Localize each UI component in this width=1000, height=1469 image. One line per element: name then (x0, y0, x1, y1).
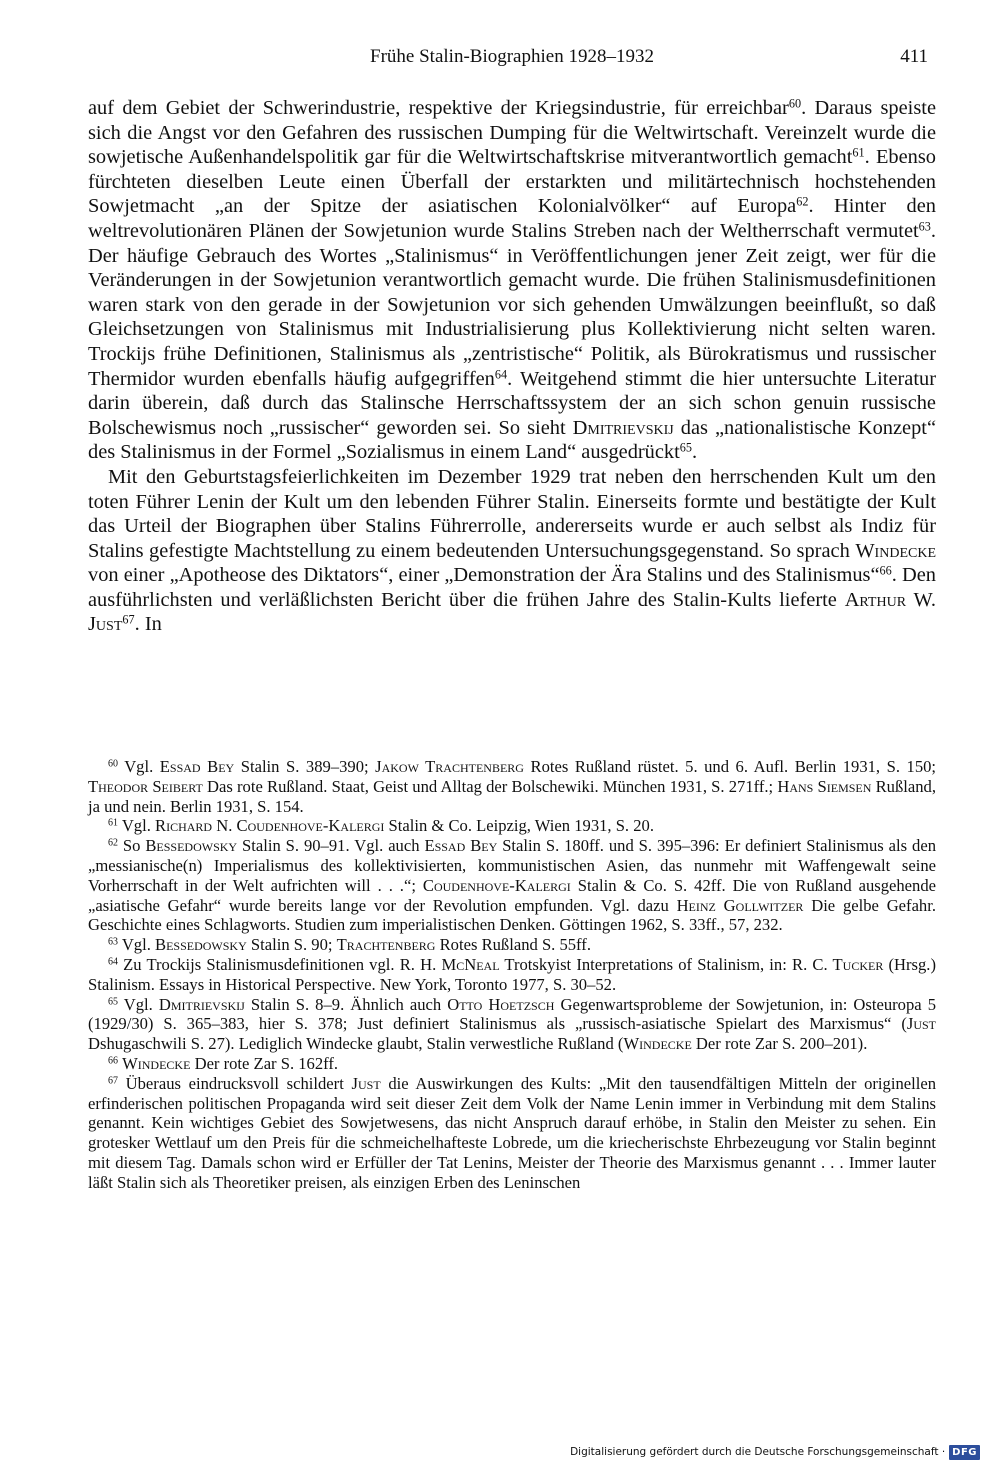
text-run: . (692, 441, 698, 464)
footnote-number: 66 (108, 1055, 118, 1067)
footnote-ref: 67 (122, 612, 135, 627)
footnote-text: Stalin S. 90; (246, 935, 337, 955)
footnote-number: 67 (108, 1075, 118, 1087)
footnote-ref: 65 (679, 440, 693, 455)
footnote-62 (88, 836, 936, 935)
author-name: Dmitrievskij (572, 416, 674, 439)
footnote-text: Stalin & Co. Leipzig, Wien 1931, S. 20. (384, 816, 654, 836)
text-run: . Daraus speiste sich die Angst vor den Gefahren des russischen Dumping für die Weltwirtschaft. Vereinzelt wurde die sowjetische Außenhandelspolitik gar für die Weltwirtschaftskrise mitverantwortlich gemacht (88, 97, 936, 169)
running-title: Frühe Stalin-Biographien 1928–1932 (370, 46, 654, 67)
footnote-text: Rotes Rußland rüstet. 5. und 6. Aufl. Berlin 1931, S. 150; (523, 757, 937, 776)
author-name: Richard N. Coudenhove-Kalergi (155, 816, 385, 836)
author-name: R. H. McNeal (399, 954, 500, 974)
author-name: R. C. Tucker (792, 954, 884, 974)
footnote-text: Vgl. (123, 994, 159, 1014)
footnote-text: Stalin S. 8–9. Ähnlich auch (244, 994, 448, 1014)
footnote-text: Vgl. (121, 935, 155, 955)
text-run: das „nationalistische Konzept“ des Stalinismus in der Formel „Sozialismus in einem Land“ ausgedrückt (88, 416, 936, 464)
author-name: Essad Bey (424, 836, 498, 856)
footnote-text: Rotes Rußland S. 55ff. (435, 935, 591, 955)
author-name: Just (351, 1073, 381, 1093)
text-run: . Hinter den weltrevolutionären Plänen der Sowjetunion wurde Stalins Streben nach der Weltherrschaft vermutet (88, 195, 936, 242)
text-run: . Ebenso fürchteten dieselben Leute einen Überfall der erstarkten und militärtechnisch hochstehenden Sowjetmacht „an der Spitze der asiatischen Kolonialvölker“ auf Europa (88, 146, 936, 218)
author-name: Windecke (122, 1053, 191, 1073)
footnote-text: Das rote Rußland. Staat, Geist und Alltag der Bolschewiki. München 1931, S. 271ff.; (202, 776, 778, 796)
author-name: Windecke (855, 539, 936, 562)
author-name: Arthur W. Just (88, 588, 936, 636)
footnote-number: 62 (108, 837, 118, 849)
author-name: Heinz Gollwitzer (676, 895, 804, 915)
footnote-number: 65 (108, 996, 118, 1008)
text-run: von einer „Apotheose des Diktators“, einer „Demonstration der Ära Stalins und des Stalinismus“ (88, 564, 880, 587)
footnote-64 (88, 955, 936, 995)
digitization-credit (570, 1442, 980, 1462)
paragraph-2 (88, 465, 936, 637)
footnote-ref: 66 (879, 563, 892, 578)
footnote-ref: 62 (796, 194, 809, 209)
author-name: Otto Hoetzsch (447, 994, 555, 1014)
footnote-65 (88, 995, 936, 1054)
footnote-text: Zu Trockijs Stalinismusdefinitionen vgl. (123, 954, 400, 974)
footnote-66 (88, 1054, 936, 1074)
footnote-60 (88, 757, 936, 816)
footnote-text: (Hrsg.) Stalinism. Essays in Historical Perspective. New York, Toronto 1977, S. 30–52. (88, 954, 936, 994)
footnote-text: Vgl. (121, 816, 155, 836)
main-text (88, 96, 936, 637)
footnote-text: Stalin S. 180ff. und S. 395–396: Er definiert Stalinismus als den „messianische(n) Imperialismus des kollektivisierten, kommunistischen Asien, das nunmehr mit Waffengewalt seine Vorherrschaft in der Welt aufrichten will . . .“; (88, 836, 936, 895)
text-run: . Der häufige Gebrauch des Wortes „Stalinismus“ in Veröffentlichungen jener Zeit zeigt, wer für die Veränderungen in der Sowjetunion verantwortlich gemacht wurde. Die frühen Stalinismusdefinitionen waren stark von den gerade in der Sowjetunion vor sich gehenden Umwälzungen beeinflußt, so daß Gleichsetzungen von Stalinismus mit Industrialisierung plus Kollektivierung nicht selten waren. Trockijs frühe Definitionen, Stalinismus als „zentristische“ Politik, als Bürokratismus und russischer Thermidor wurden ebenfalls häufig aufgegriffen (88, 219, 936, 390)
author-name: Jakow Trachtenberg (375, 757, 524, 776)
footnote-number: 61 (108, 817, 118, 829)
footnote-number: 64 (108, 956, 118, 968)
footnote-text: Rußland, ja und nein. Berlin 1931, S. 154. (88, 776, 936, 816)
footnote-ref: 60 (788, 96, 802, 111)
text-run: . Weitgehend stimmt die hier untersuchte Literatur darin überein, daß durch das Stalinsche Herrschaftssystem der an sich schon genuin russische Bolschewismus noch „russischer“ geworden sei. So sieht (88, 367, 936, 439)
page-header (88, 44, 936, 74)
page-number: 411 (900, 46, 928, 67)
footnote-text: Trotskyist Interpretations of Stalinism, in: (499, 954, 793, 974)
footnote-text: Stalin S. 90–91. Vgl. auch (237, 836, 425, 856)
text-run: . In (134, 613, 162, 636)
text-run: Mit den Geburtstagsfeierlichkeiten im Dezember 1929 trat neben den herrschenden Kult um den toten Führer Lenin der Kult um den lebenden Führer Stalin. Einerseits formte und bestätigte der Kult das Urteil der Biographen über Stalins Führerrolle, andererseits wurde er auch selbst als Indiz für Stalins gefestigte Machtstellung zu einem bedeutenden Untersuchungsgegenstand. So sprach (88, 465, 936, 562)
footnote-text: So (122, 836, 146, 856)
text-run: auf dem Gebiet der Schwerindustrie, respektive der Kriegsindustrie, für erreichbar (88, 97, 789, 119)
footnote-number: 63 (108, 936, 118, 948)
author-name: Essad Bey (159, 757, 235, 776)
footnote-ref: 63 (918, 219, 931, 234)
footnote-text: Dshugaschwili S. 27). Lediglich Windecke glaubt, Stalin verwestliche Rußland ( (88, 1034, 624, 1054)
author-name: Bessedowsky (155, 935, 247, 955)
footnote-text: Gegenwartsprobleme der Sowjetunion, in: Osteuropa 5 (1929/30) S. 365–383, hier S. 378; Just definiert Stalinismus als „russisch-asiatische Spielart des Marxismus“ ( (88, 994, 937, 1034)
dfg-logo-icon: DFG (949, 1445, 980, 1460)
author-name: Theodor Seibert (88, 776, 203, 796)
footnote-61 (88, 816, 936, 836)
footnote-text: Der rote Zar S. 162ff. (190, 1053, 339, 1073)
footnote-ref: 61 (852, 145, 865, 160)
author-name: Trachtenberg (336, 935, 436, 955)
footnote-text: Überaus eindrucksvoll schildert (125, 1073, 352, 1093)
footnote-text: Stalin & Co. S. 42ff. Die von Rußland ausgehende „asiatische Gefahr“ wurde bereits lange vor der Revolution empfunden. Vgl. dazu (88, 875, 936, 915)
author-name: Windecke (623, 1034, 692, 1054)
author-name: Hans Siemsen (777, 776, 872, 796)
text-run: . Den ausführlichsten und verläßlichsten Bericht über die frühen Jahre des Stalin-Kults lieferte (88, 564, 936, 611)
footnotes (88, 757, 936, 1193)
author-name: Just (906, 1014, 936, 1034)
footnote-text: Stalin S. 389–390; (234, 757, 376, 776)
credit-text: Digitalisierung gefördert durch die Deutsche Forschungsgemeinschaft · (570, 1446, 946, 1458)
author-name: Bessedowsky (145, 836, 238, 856)
footnote-text: Vgl. (124, 757, 160, 776)
footnote-ref: 64 (494, 366, 508, 381)
footnote-text: die Auswirkungen des Kults: „Mit den tausendfältigen Mitteln der originellen erfinderischen politischen Propaganda wird seit dieser Zeit dem Volk der Name Lenin immer in Verbindung mit dem Stalins genannt. Kein wichtiges Gebiet des Sowjetwesens, das nicht Anspruch darauf erhöbe, in Stalin den Meister zu sehen. Ein grotesker Wettlauf um den Preis für die schmeichelhafteste Lobrede, um die kriecherischste Ehrbezeugung vor Stalin beginnt mit diesem Tag. Damals schon wird er Erfüller der Tat Lenins, Meister der Theorie des Marxismus genannt . . . Immer lauter läßt Stalin sich als Theoretiker preisen, als einzigen Erben des Leninschen (88, 1073, 936, 1192)
paragraph-1 (88, 96, 936, 465)
footnote-text: Der rote Zar S. 200–201). (691, 1034, 868, 1054)
footnote-63 (88, 935, 936, 955)
author-name: Coudenhove-Kalergi (422, 875, 571, 895)
footnote-text: Die gelbe Gefahr. Geschichte eines Schlagworts. Studien zum imperialistischen Denken. Göttingen 1962, S. 33ff., 57, 232. (88, 895, 936, 935)
footnote-number: 60 (108, 758, 118, 770)
author-name: Dmitrievskij (158, 994, 245, 1014)
footnote-67 (88, 1074, 936, 1193)
